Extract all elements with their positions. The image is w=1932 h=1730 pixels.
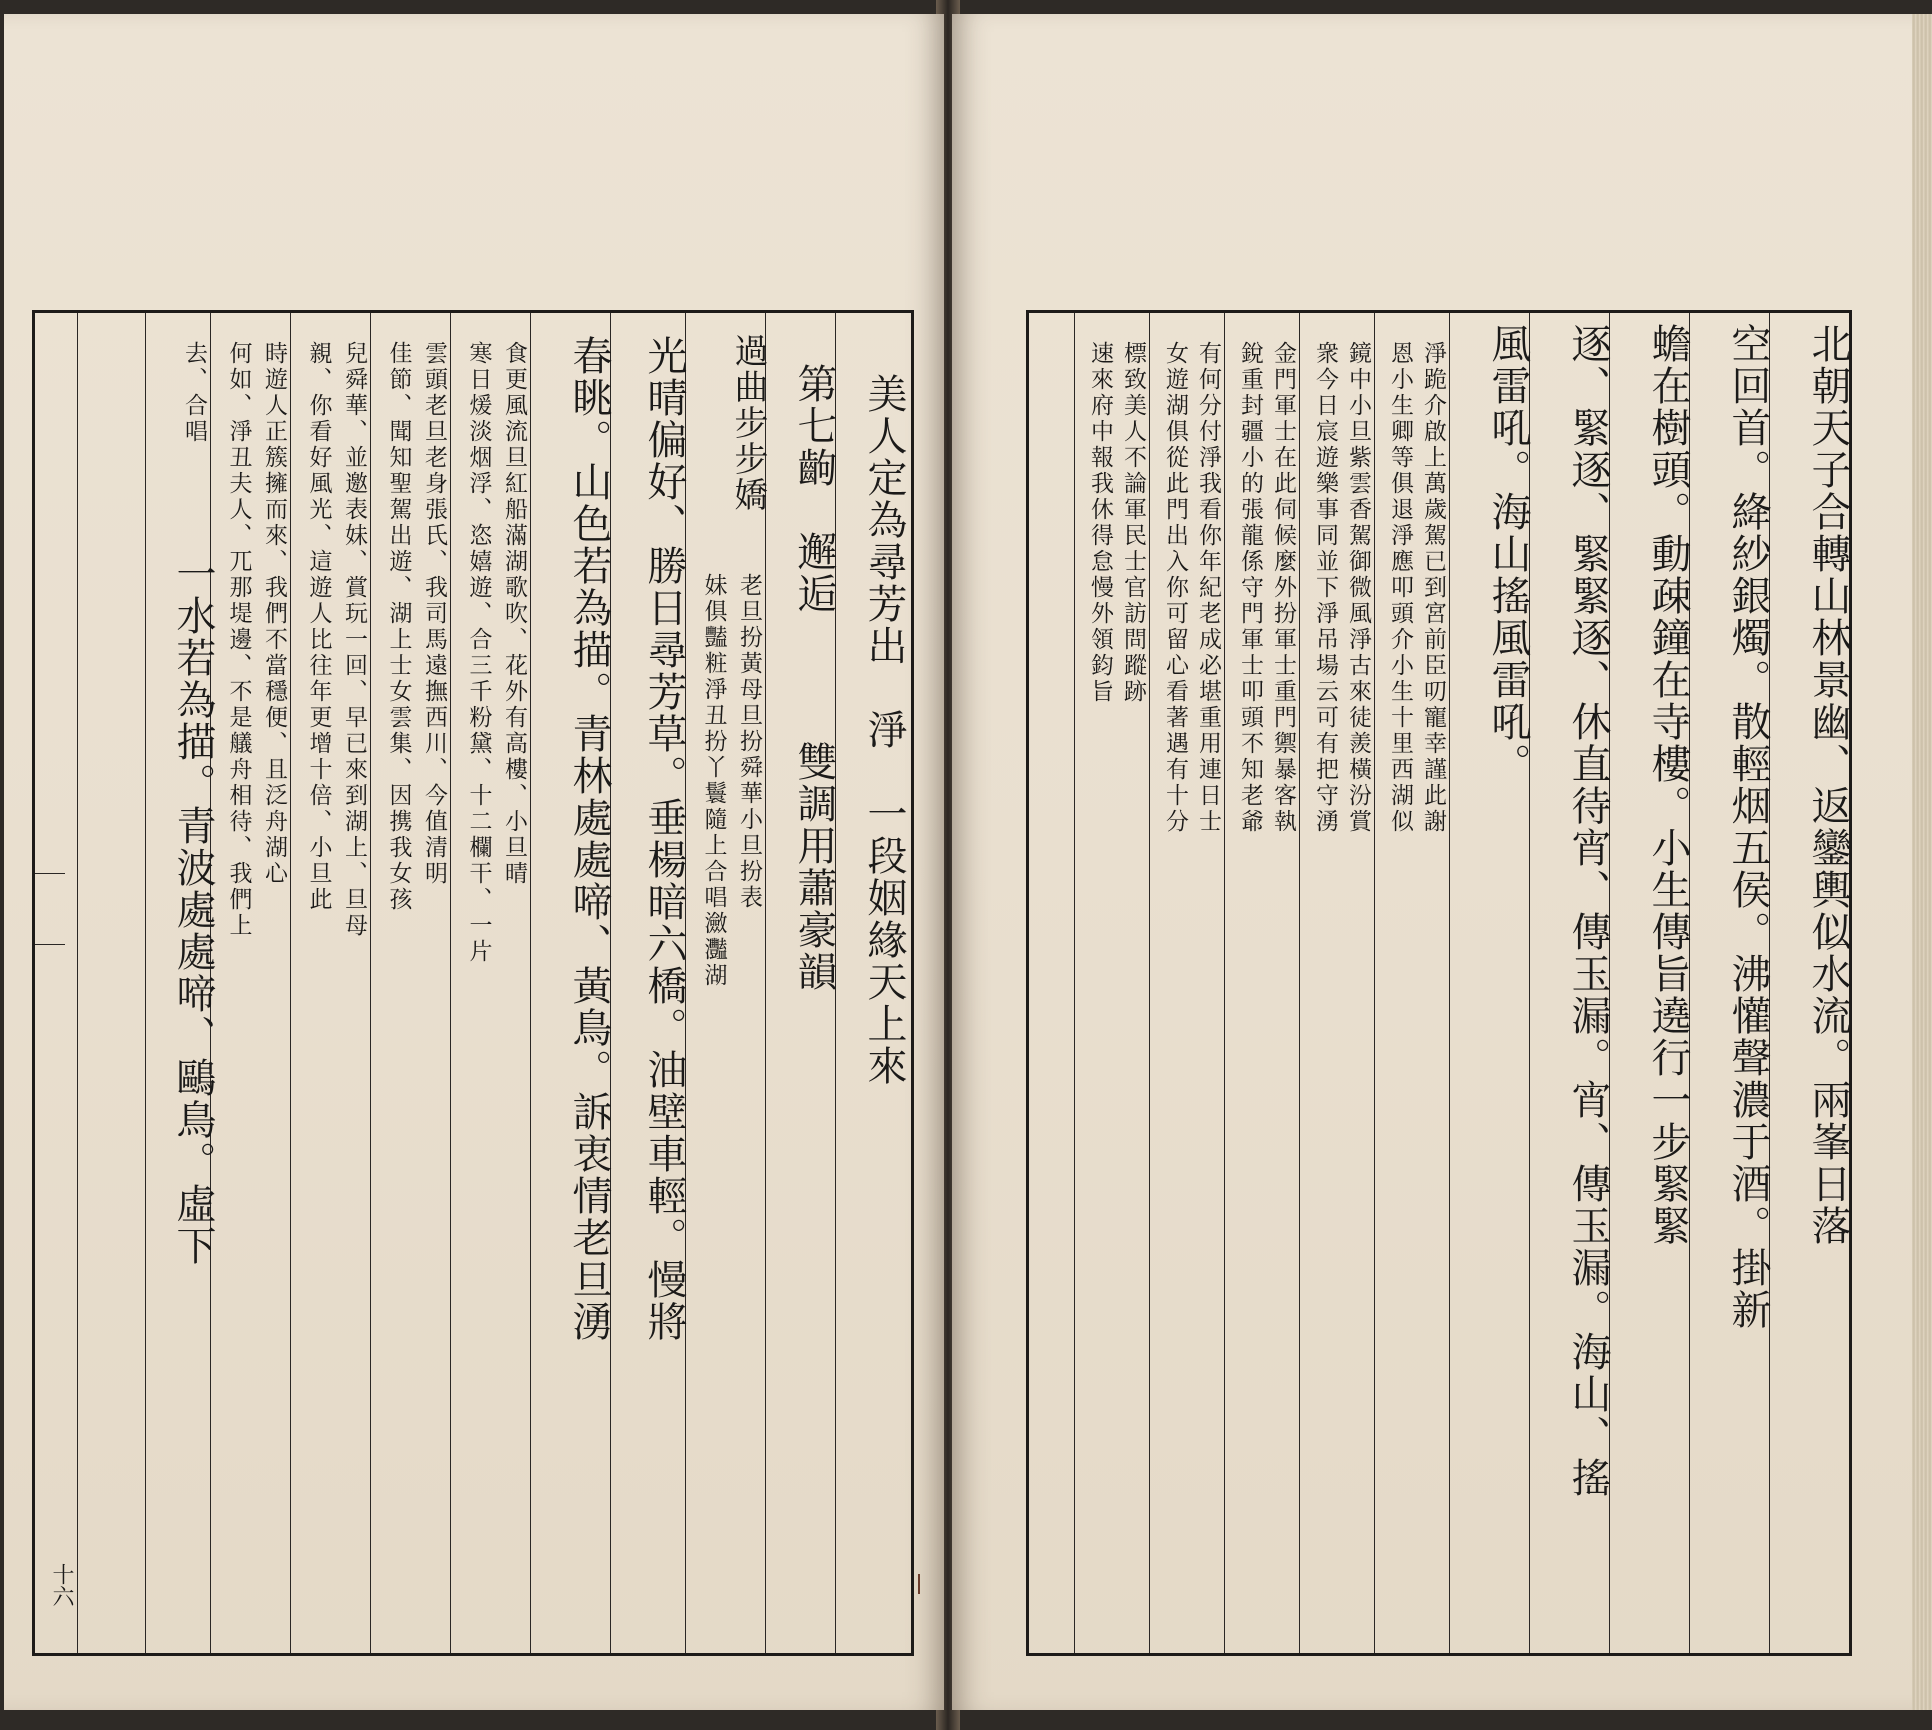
right-col-8: [1224, 313, 1299, 1653]
column-subtext-right: 雲頭老旦老身張氏、我司馬遠撫西川、今值清明: [421, 341, 447, 887]
left-col-5: [530, 313, 610, 1653]
right-text-frame: [1026, 310, 1852, 1656]
column-subtext-right: 兒舜華、並邀表妹、賞玩一回、早已來到湖上、旦母: [341, 341, 367, 939]
column-subtext-left: 衆今日宸遊樂事同並下淨吊場云可有把守湧: [1312, 341, 1338, 835]
right-col-5: [1449, 313, 1529, 1653]
column-subtext-right: 老旦扮黃母旦扮舜華小旦扮表: [736, 573, 762, 911]
column-subtext-left: 銳重封疆小的張龍係守門軍士叩頭不知老爺: [1237, 341, 1263, 835]
left-col-4: [610, 313, 685, 1653]
column-subtext-left: 女遊湖俱從此門出入你可留心看著遇有十分: [1162, 341, 1188, 835]
column-subtext-left: 寒日煖淡烟浮、恣嬉遊、合三千粉黛、十二欄干、一片: [465, 341, 492, 965]
column-subtext-left: 何如、淨丑夫人、兀那堤邊、不是艤舟相待、我們上: [225, 341, 252, 939]
left-col-7: [370, 313, 450, 1653]
left-page: [4, 14, 944, 1710]
column-subtext-left: 佳節、聞知聖駕出遊、湖上士女雲集、因携我女孩: [385, 341, 412, 913]
left-col-6: [450, 313, 530, 1653]
column-text: 春眺。山色若為描。青林處處啼、黃鳥。訴衷情老旦湧: [566, 335, 612, 1343]
right-col-3: [1609, 313, 1689, 1653]
right-col-7: [1299, 313, 1374, 1653]
right-col-2: [1689, 313, 1769, 1653]
column-text: 光晴偏好、勝日尋芳草。垂楊暗六橋。油壁車輕。慢將: [641, 335, 687, 1343]
column-text: 北朝天子合轉山林景幽、返鑾輿似水流。兩峯日落: [1805, 323, 1851, 1247]
left-col-1: [835, 313, 905, 1653]
left-col-2: [765, 313, 835, 1653]
left-col-3: [685, 313, 768, 1653]
column-subtext-right: 金門軍士在此伺候麼外扮軍士重門禦暴客執: [1270, 341, 1296, 835]
column-text: 第七齣 邂逅 雙調用蕭豪韻: [791, 363, 837, 993]
page-edge: [1912, 14, 1932, 1710]
column-subtext-left: 親、你看好風光、這遊人比往年更增十倍、小旦此: [305, 341, 332, 913]
right-page: [952, 14, 1912, 1710]
column-subtext-right: 食更風流旦紅船滿湖歌吹、花外有高樓、小旦晴: [501, 341, 527, 887]
column-text: 風雷吼。海山搖風雷吼。: [1485, 323, 1531, 785]
column-subtext-right: 標致美人不論軍民士官訪問蹤跡: [1120, 341, 1146, 705]
column-subtext-left: 恩小生卿等俱退淨應叩頭介小生十里西湖似: [1387, 341, 1413, 835]
column-heading: 過曲步步嬌: [728, 333, 768, 513]
column-subtext-left: 妹俱豔粧淨丑扮丫鬟隨上合唱瀲灩湖: [700, 573, 727, 989]
right-col-6: [1374, 313, 1449, 1653]
column-subtext-right: 去、合唱: [181, 341, 207, 445]
column-text: 空回首。絳紗銀燭。散輕烟五侯。沸懽聲濃于酒。掛新: [1725, 323, 1771, 1331]
right-col-10: [1074, 313, 1149, 1653]
column-subtext-right: 淨跪介啟上萬歲駕已到宮前臣叨寵幸謹此謝: [1420, 341, 1446, 835]
left-col-11: [77, 313, 145, 1653]
left-col-8: [290, 313, 370, 1653]
column-text: 逐、緊逐、緊緊逐、休直待宵、傳玉漏。宵、傳玉漏。海山、搖: [1565, 323, 1611, 1499]
left-col-10: [145, 313, 216, 1653]
column-text: 一水若為描。青波處處啼、鷗鳥。虛下: [170, 553, 216, 1267]
column-subtext-right: 時遊人正簇擁而來、我們不當穩便、且泛舟湖心: [261, 341, 287, 887]
column-subtext-right: 鏡中小旦紫雲香駕御微風淨古來徒羨橫汾賞: [1345, 341, 1371, 835]
right-col-1: [1769, 313, 1849, 1653]
binding-thread: [918, 1574, 920, 1594]
right-col-4: [1529, 313, 1609, 1653]
left-col-9: [210, 313, 290, 1653]
left-text-frame: [32, 310, 914, 1656]
column-subtext-right: 有何分付淨我看你年紀老成必堪重用連日士: [1195, 341, 1221, 835]
column-text: 美人定為尋芳出 淨 一段姻緣天上來: [861, 373, 907, 1087]
column-text: 蟾在樹頭。動疎鐘在寺樓。小生傳旨遶行一步緊緊: [1645, 323, 1691, 1247]
left-fishtail-mark: [35, 873, 65, 945]
folio-number: 十六: [49, 1563, 74, 1607]
right-col-9: [1149, 313, 1224, 1653]
column-subtext-left: 速來府中報我休得怠慢外領鈞旨: [1087, 341, 1113, 705]
